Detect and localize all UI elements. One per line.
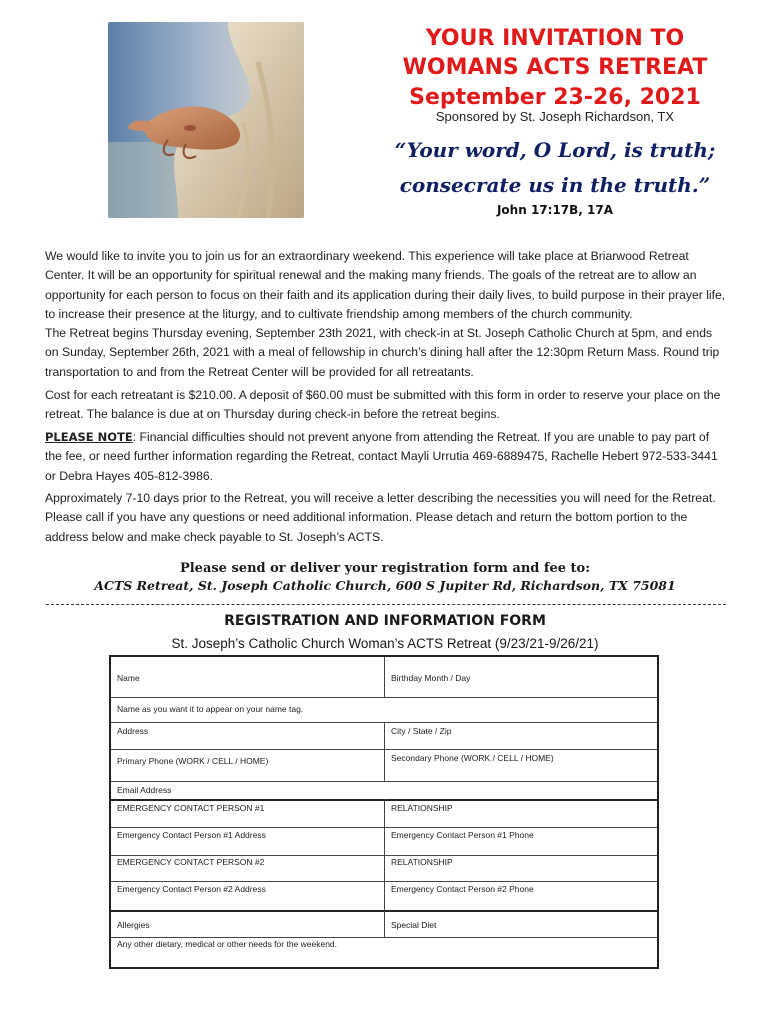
city-state-zip-field[interactable]: City / State / Zip <box>391 726 452 736</box>
emergency-contact-1-relationship-field[interactable]: RELATIONSHIP <box>391 803 453 813</box>
column-divider <box>384 722 385 781</box>
hero-image <box>108 22 304 218</box>
column-divider <box>384 799 385 937</box>
paragraph-letter: Approximately 7-10 days prior to the Retreat, you will receive a letter describing the necessities you will need for the Retreat. Please call if you have any questions or need additional information. Please detach and return the bottom portion to the address below and make check payable to St. Joseph’s ACTS. <box>45 491 716 544</box>
note-text: : Financial difficulties should not prevent anyone from attending the Retreat. If you are unable to pay part of the fee, or need further information regarding the Retreat, contact Mayli Urrutia 469-6889475, Rachelle Hebert 972-533-3441 or Debra Hayes 405-812-3986. <box>45 430 718 483</box>
emergency-contact-2-phone-field[interactable]: Emergency Contact Person #2 Phone <box>391 884 534 894</box>
row-divider <box>111 781 657 782</box>
allergies-field[interactable]: Allergies <box>117 920 150 930</box>
paragraph-schedule: The Retreat begins Thursday evening, September 23th 2021, with check-in at St. Joseph Catholic Church at 5pm, and ends on Sunday, September 26th, 2021 with a meal of fellowship in church’s dining hall after the 12:30pm Return Mass. Round trip transportation to and from the Retreat Center will be provided for all retreatants. <box>45 326 720 379</box>
primary-phone-field[interactable]: Primary Phone (WORK / CELL / HOME) <box>117 756 269 766</box>
birthday-field[interactable]: Birthday Month / Day <box>391 673 471 683</box>
emergency-contact-2-field[interactable]: EMERGENCY CONTACT PERSON #2 <box>117 857 265 867</box>
note-label: PLEASE NOTE <box>45 430 133 444</box>
other-needs-field[interactable]: Any other dietary, medical or other needs for the weekend. <box>117 939 338 949</box>
paragraph-cost: Cost for each retreatant is $210.00. A deposit of $60.00 must be submitted with this form in order to reserve your place on the retreat. The balance is due at on Thursday during check-in before the retreat begins. <box>45 388 721 422</box>
email-field[interactable]: Email Address <box>117 785 172 795</box>
send-instruction: Please send or deliver your registration form and fee to: <box>179 561 591 576</box>
emergency-contact-2-relationship-field[interactable]: RELATIONSHIP <box>391 857 453 867</box>
mailing-address: ACTS Retreat, St. Joseph Catholic Church, 600 S Jupiter Rd, Richardson, TX 75081 <box>94 578 676 593</box>
emergency-contact-1-field[interactable]: EMERGENCY CONTACT PERSON #1 <box>117 803 265 813</box>
column-divider <box>384 657 385 697</box>
name-field[interactable]: Name <box>117 673 140 683</box>
scripture-citation: John 17:17B, 17A <box>496 203 614 217</box>
row-divider <box>111 697 657 698</box>
quote-line-2: consecrate us in the truth.” <box>399 173 711 197</box>
title-line-3: September 23-26, 2021 <box>409 85 701 110</box>
quote-line-1: “Your word, O Lord, is truth; <box>394 138 716 162</box>
special-diet-field[interactable]: Special Diet <box>391 920 437 930</box>
name-tag-field[interactable]: Name as you want it to appear on your name tag. <box>117 704 304 714</box>
title-line-2: WOMANS ACTS RETREAT <box>402 55 708 80</box>
registration-form <box>109 655 659 969</box>
emergency-contact-1-address-field[interactable]: Emergency Contact Person #1 Address <box>117 830 266 840</box>
paragraph-invitation: We would like to invite you to join us for an extraordinary weekend. This experience will take place at Briarwood Retreat Center. It will be an opportunity for spiritual renewal and the making many friends. The goals of the retreat are to allow an opportunity for each person to focus on their faith and its application during their daily lives, to build purpose in their prayer life, to increase their presence at the liturgy, and to cultivate friendship among members of the church community. <box>45 249 726 321</box>
emergency-contact-2-address-field[interactable]: Emergency Contact Person #2 Address <box>117 884 266 894</box>
detach-line <box>46 604 726 605</box>
extended-hand-painting <box>108 22 304 218</box>
row-divider <box>111 937 657 938</box>
secondary-phone-field[interactable]: Secondary Phone (WORK / CELL / HOME) <box>391 753 554 763</box>
emergency-contact-1-phone-field[interactable]: Emergency Contact Person #1 Phone <box>391 830 534 840</box>
scripture-quote <box>360 133 750 203</box>
sponsor-line: Sponsored by St. Joseph Richardson, TX <box>435 109 675 124</box>
form-subtitle: St. Joseph’s Catholic Church Woman’s ACTS Retreat (9/23/21-9/26/21) <box>171 636 599 651</box>
title-line-1: YOUR INVITATION TO <box>425 26 685 51</box>
paragraph-note <box>45 428 728 486</box>
form-title: REGISTRATION AND INFORMATION FORM <box>224 613 546 629</box>
address-field[interactable]: Address <box>117 726 149 736</box>
